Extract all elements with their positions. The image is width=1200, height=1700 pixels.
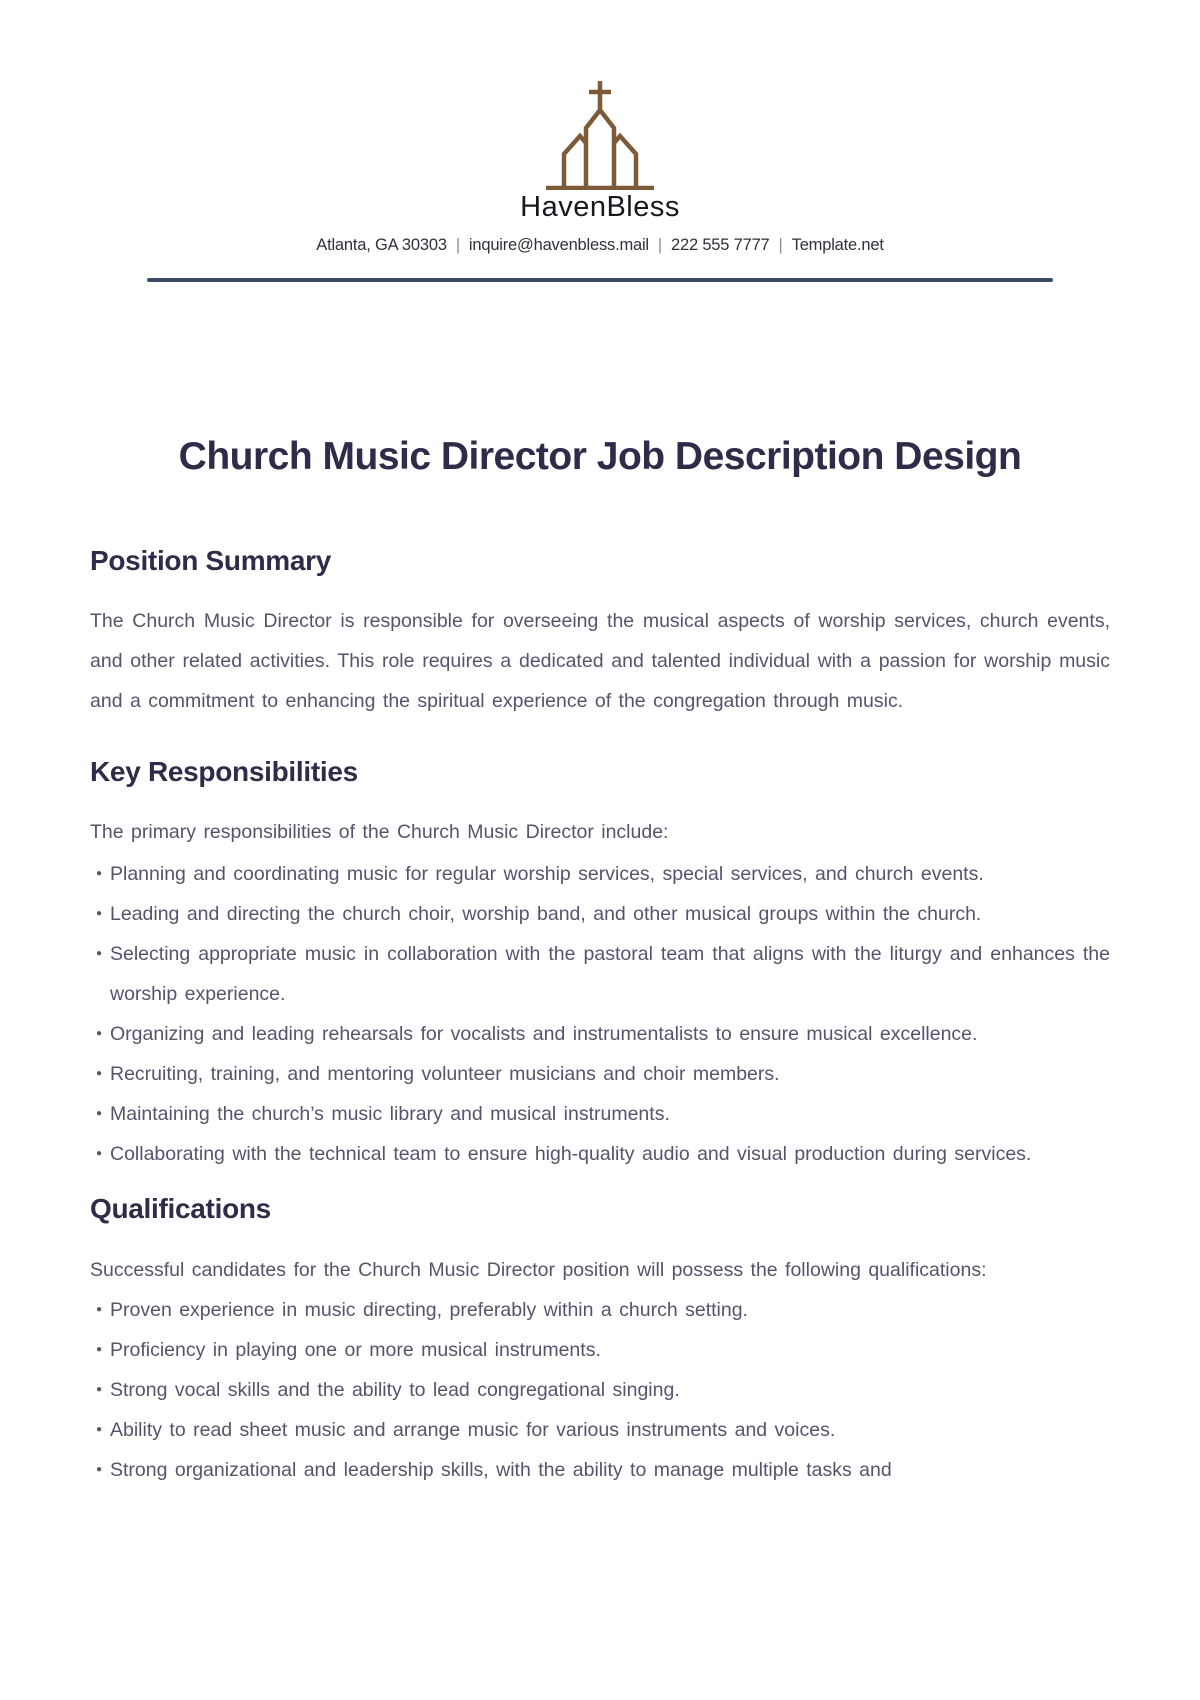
list-item bbox=[90, 1290, 1110, 1330]
bullet-icon: ● bbox=[96, 1028, 103, 1040]
contact-separator: | bbox=[657, 236, 662, 254]
bullet-icon: ● bbox=[96, 1303, 103, 1315]
bullet-text: Collaborating with the technical team to ensure high-quality audio and visual production during services. bbox=[110, 1143, 1032, 1166]
contact-separator: | bbox=[455, 236, 460, 254]
section-qualifications bbox=[90, 1192, 1110, 1489]
contact-part-phone: 222 555 7777 bbox=[671, 236, 770, 254]
header-divider bbox=[147, 278, 1053, 282]
contact-separator: | bbox=[778, 236, 783, 254]
list-item bbox=[90, 1370, 1110, 1410]
bullet-icon: ● bbox=[96, 1383, 103, 1395]
paragraph: Successful candidates for the Church Music Director position will possess the following qualifications: bbox=[90, 1258, 987, 1281]
church-icon bbox=[541, 78, 659, 190]
bullet-text: Recruiting, training, and mentoring volunteer musicians and choir members. bbox=[110, 1063, 780, 1086]
paragraph: The primary responsibilities of the Church Music Director include: bbox=[90, 821, 669, 844]
bullet-text: Proficiency in playing one or more musical instruments. bbox=[110, 1338, 601, 1361]
list-item bbox=[90, 854, 1110, 894]
document-title: Church Music Director Job Description Design bbox=[178, 435, 1022, 478]
section-position-summary bbox=[90, 544, 1110, 721]
contact-line bbox=[0, 234, 1200, 256]
bullet-icon: ● bbox=[96, 1343, 103, 1355]
letterhead bbox=[0, 0, 1200, 282]
bullet-text: Leading and directing the church choir, worship band, and other musical groups within the church. bbox=[110, 903, 982, 926]
bullet-icon: ● bbox=[96, 1463, 103, 1475]
contact-part-website: Template.net bbox=[791, 236, 884, 254]
section-heading: Position Summary bbox=[90, 545, 332, 576]
contact-part-address: Atlanta, GA 30303 bbox=[316, 236, 447, 254]
bullet-icon: ● bbox=[96, 1423, 103, 1435]
bullet-list bbox=[90, 854, 1110, 1174]
list-item bbox=[90, 1450, 1110, 1490]
brand-logo bbox=[0, 78, 1200, 190]
contact-part-email: inquire@havenbless.mail bbox=[468, 236, 649, 254]
list-item bbox=[90, 1014, 1110, 1054]
bullet-icon: ● bbox=[96, 948, 103, 960]
bullet-text: Proven experience in music directing, preferably within a church setting. bbox=[110, 1298, 748, 1321]
brand-name: HavenBless bbox=[520, 191, 680, 223]
list-item bbox=[90, 1330, 1110, 1370]
bullet-icon: ● bbox=[96, 908, 103, 920]
section-key-responsibilities bbox=[90, 755, 1110, 1174]
bullet-text: Strong vocal skills and the ability to lead congregational singing. bbox=[110, 1378, 680, 1401]
list-item bbox=[90, 1054, 1110, 1094]
list-item bbox=[90, 894, 1110, 934]
bullet-text: Maintaining the church’s music library and musical instruments. bbox=[110, 1103, 670, 1126]
bullet-text: Selecting appropriate music in collaboration with the pastoral team that aligns with the liturgy and enhances the worship experience. bbox=[110, 943, 1110, 1006]
section-heading: Qualifications bbox=[90, 1193, 271, 1225]
bullet-icon: ● bbox=[96, 1108, 103, 1120]
list-item bbox=[90, 1094, 1110, 1134]
section-heading: Key Responsibilities bbox=[90, 756, 358, 788]
list-item bbox=[90, 1410, 1110, 1450]
bullet-text: Ability to read sheet music and arrange music for various instruments and voices. bbox=[110, 1418, 836, 1441]
list-item bbox=[90, 1134, 1110, 1174]
paragraph: The Church Music Director is responsible for overseeing the musical aspects of worship services, church events, and other related activities. This role requires a dedicated and talented individual with a passion for worship music and a commitment to enhancing the spiritual experience of the congregation through music. bbox=[90, 610, 1110, 713]
bullet-text: Strong organizational and leadership skills, with the ability to manage multiple tasks and bbox=[110, 1458, 892, 1481]
bullet-icon: ● bbox=[96, 868, 103, 880]
bullet-text: Planning and coordinating music for regular worship services, special services, and church events. bbox=[110, 863, 984, 886]
document-body bbox=[0, 434, 1200, 1490]
bullet-icon: ● bbox=[96, 1148, 103, 1160]
bullet-text: Organizing and leading rehearsals for vocalists and instrumentalists to ensure musical excellence. bbox=[110, 1023, 978, 1046]
bullet-list bbox=[90, 1290, 1110, 1490]
list-item bbox=[90, 934, 1110, 1014]
bullet-icon: ● bbox=[96, 1068, 103, 1080]
